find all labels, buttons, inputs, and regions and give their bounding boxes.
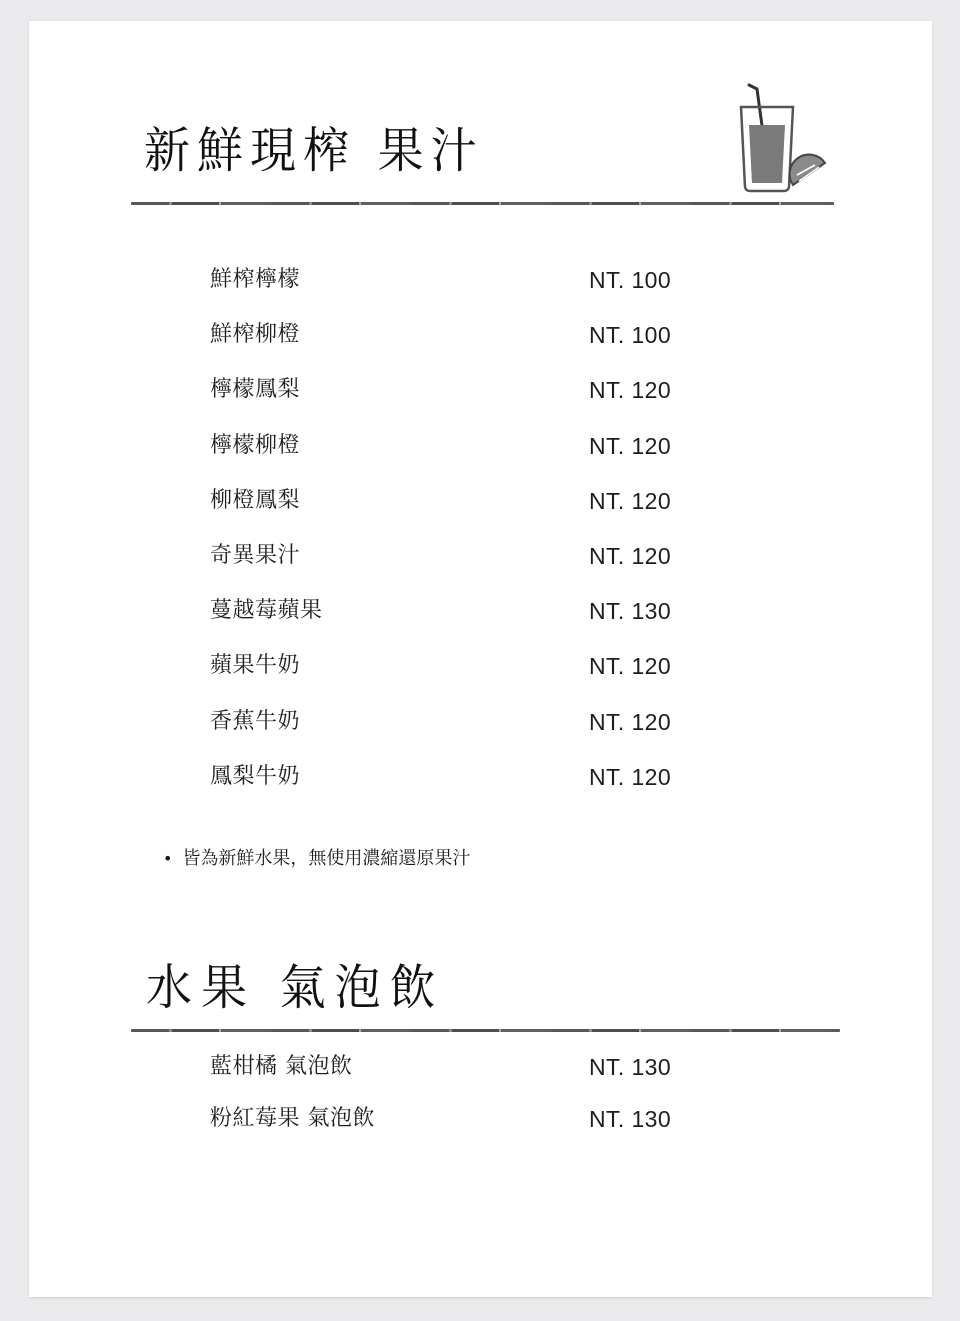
menu-item <box>210 432 730 490</box>
item-name: 奇異果汁 <box>210 542 301 568</box>
menu-item <box>210 324 730 379</box>
item-price: NT. 130 <box>589 598 672 625</box>
item-name: 蔓越莓蘋果 <box>210 598 323 624</box>
item-name: 檸檬鳳梨 <box>210 377 301 403</box>
item-name: 粉紅莓果 氣泡飲 <box>210 1105 375 1131</box>
menu-item <box>210 487 730 545</box>
item-name: 鮮榨檸檬 <box>210 267 301 292</box>
item-name: 藍柑橘 氣泡飲 <box>210 1054 353 1079</box>
menu-item <box>210 763 730 821</box>
menu-item <box>210 269 730 324</box>
item-price: NT. 130 <box>589 1105 672 1132</box>
item-name: 柳橙鳳梨 <box>210 487 301 513</box>
menu-item <box>210 542 730 600</box>
item-price: NT. 120 <box>589 763 672 790</box>
sparkling-list <box>210 1056 730 1159</box>
item-price: NT. 120 <box>589 708 672 735</box>
item-price: NT. 120 <box>589 487 672 514</box>
fresh-fruit-note <box>163 850 470 868</box>
section-divider <box>131 202 834 205</box>
menu-item <box>210 708 730 766</box>
section-title-sparkling: 水果 氣泡飲 <box>146 958 445 1016</box>
item-price: NT. 120 <box>589 653 672 680</box>
fresh-juice-list <box>210 269 730 821</box>
menu-item <box>210 600 730 655</box>
note-text: 皆為新鮮水果，無使用濃縮還原果汁 <box>182 848 471 869</box>
menu-item <box>210 655 730 710</box>
menu-item <box>210 379 730 434</box>
menu-item <box>210 1105 730 1160</box>
section-divider <box>131 1029 840 1032</box>
menu-page <box>29 21 932 1297</box>
item-name: 蘋果牛奶 <box>210 653 301 679</box>
section-title-fresh-juice: 新鮮現榨 果汁 <box>144 121 484 179</box>
item-name: 檸檬柳橙 <box>210 432 301 458</box>
item-price: NT. 120 <box>589 542 672 569</box>
item-price: NT. 100 <box>589 267 672 293</box>
menu-item <box>210 1056 730 1108</box>
juice-glass-icon <box>731 81 831 197</box>
item-price: NT. 100 <box>589 322 672 349</box>
item-price: NT. 120 <box>589 377 672 404</box>
bullet-icon: • <box>163 849 173 868</box>
item-name: 鮮榨柳橙 <box>210 322 301 348</box>
item-price: NT. 120 <box>589 432 672 459</box>
item-name: 香蕉牛奶 <box>210 708 301 734</box>
item-price: NT. 130 <box>589 1054 672 1080</box>
item-name: 鳳梨牛奶 <box>210 763 301 789</box>
